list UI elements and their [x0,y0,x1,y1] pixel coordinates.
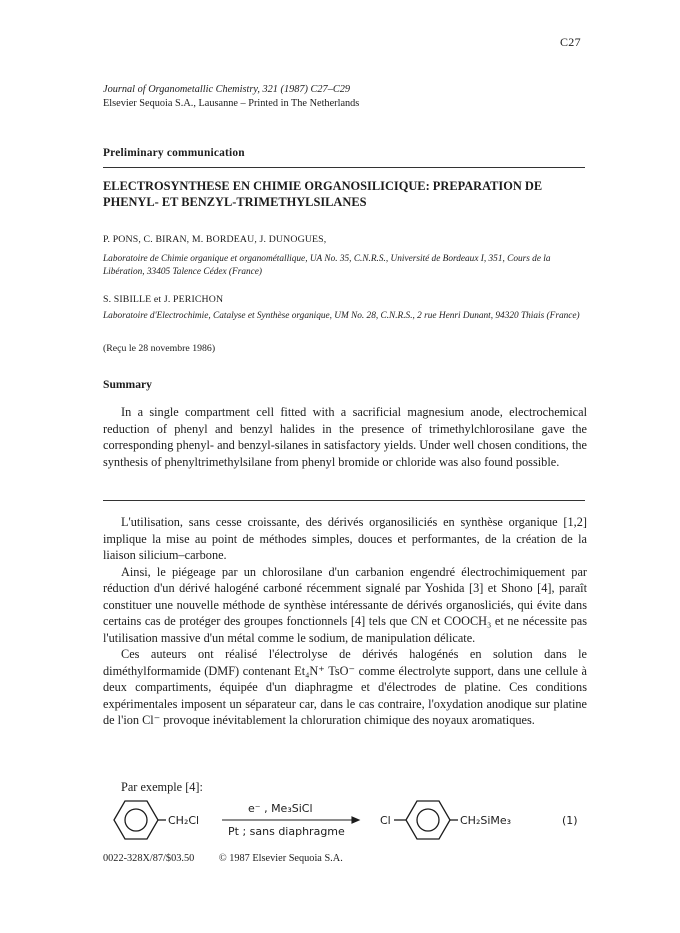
affiliation-2: Laboratoire d'Electrochimie, Catalyse et Synthèse organique, UM No. 28, C.N.R.S., 2 rue Henri Dunant, 94320 Thiais (France) [103,311,580,321]
benzene-ring-reactant [114,801,166,839]
footer-copyright: © 1987 Elsevier Sequoia S.A. [218,853,343,864]
reaction-scheme [100,790,600,850]
equation-number: (1) [562,814,578,827]
footer [103,853,365,864]
article-title: ELECTROSYNTHESE EN CHIMIE ORGANOSILICIQUE: PREPARATION DE PHENYL- ET BENZYL-TRIMETHYLSILANES [103,179,543,209]
reactant-group: CH₂Cl [168,814,200,827]
summary-rule [103,500,585,501]
example-label: Par exemple [4]: [121,780,203,794]
summary-text: In a single compartment cell fitted with a sacrificial magnesium anode, electrochemical reduction of phenyl and benzyl halides in the presence of trimethylchlorosilane gave the corresponding phenyl- and benzyl-silanes in satisfactory yields. Under well chosen conditions, the synthesis of phenyltrimethylsilane from phenyl bromide or chloride was also found possible. [103,405,587,469]
body-paragraph-3: Ces auteurs ont réalisé l'électrolyse de dérivés halogénés en solution dans le diméthylformamide (DMF) contenant Et₄N⁺ TsO⁻ comme électrolyte support, dans une cellule à deux compartiments, équipée d'un diaphragme et d'électrodes de platine. Ces conditions expérimentales imposent un séparateur car, dans le cas contraire, l'oxydation anodique sur platine de l'ion Cl⁻ provoque inévitablement la chloruration chimique des noyaux aromatiques. [103,647,587,727]
page-number: C27 [560,35,581,49]
body-paragraph-1: L'utilisation, sans cesse croissante, des dérivés organosiliciés en synthèse organique [1,2] implique la mise au point de méthodes simples, douces et performantes, de la création de la liaison silicium–carbone. [103,515,587,562]
journal-header [103,83,359,110]
publisher-line: Elsevier Sequoia S.A., Lausanne – Printed in The Netherlands [103,97,360,109]
product-prefix: Cl [380,814,391,827]
authors-group-2: S. SIBILLE et J. PERICHON [103,294,224,305]
body-text [103,514,587,729]
received-date: (Reçu le 28 novembre 1986) [103,343,216,354]
benzene-ring-product [394,801,458,839]
affiliation-1: Laboratoire de Chimie organique et organométallique, UA No. 35, C.N.R.S., Université de Bordeaux I, 351, Cours de la Libération, 33405 Talence Cédex (France) [103,254,551,278]
summary-heading: Summary [103,378,152,391]
summary-paragraph [103,404,587,470]
section-label: Preliminary communication [103,147,245,159]
authors-group-1: P. PONS, C. BIRAN, M. BORDEAU, J. DUNOGUES, [103,234,327,245]
section-rule [103,167,585,168]
journal-citation: Journal of Organometallic Chemistry, 321 (1987) C27–C29 [103,84,351,95]
footer-code: 0022-328X/87/$03.50 [103,853,195,864]
reagent-above-arrow: e⁻ , Me₃SiCl [248,802,313,815]
body-paragraph-2: Ainsi, le piégeage par un chlorosilane d'un carbanion engendré électrochimiquement par réduction d'un dérivé halogéné carboné récemment signalé par Yoshida [3] et Shono [4], paraît constituer une nouvelle méthode de synthèse intéressante de dérivés organosliciés, qui évite dans certains cas de protéger des groupes fonctionnels [4] tels que CN et COOCH₃ et ne nécessite pas l'utilisation massive d'un métal comme le sodium, de manipulation délicate. [103,564,587,645]
product-group: CH₂SiMe₃ [460,814,512,827]
conditions-below-arrow: Pt ; sans diaphragme [228,825,345,838]
reaction-arrow [222,817,359,823]
